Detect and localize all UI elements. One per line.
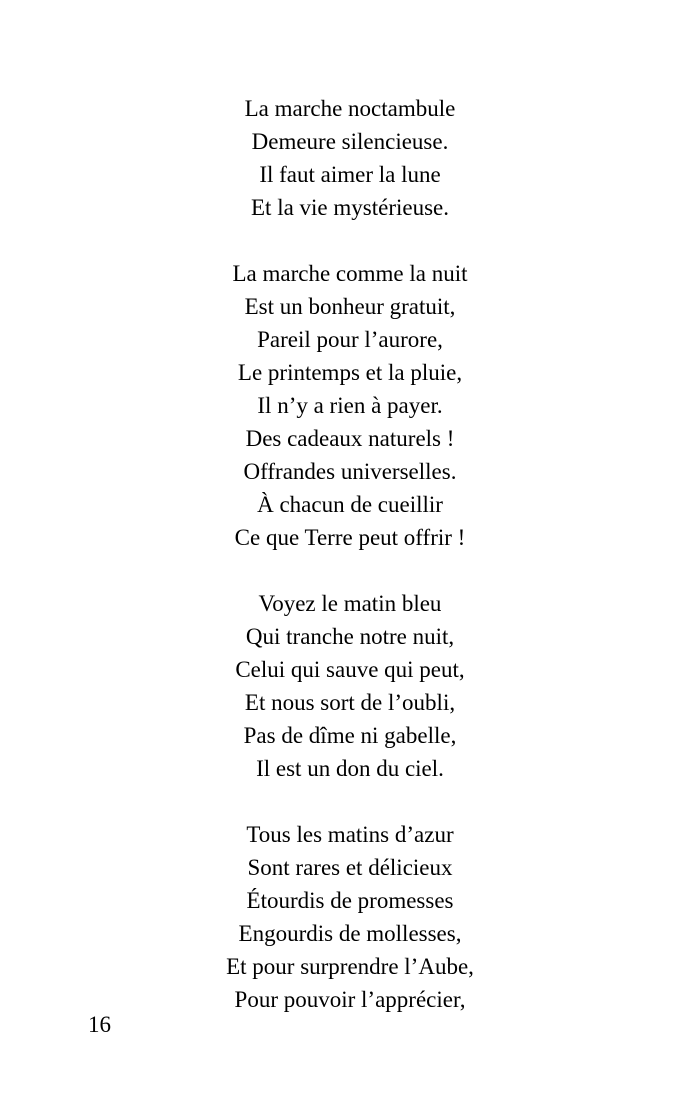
stanza — [0, 587, 700, 785]
poem-line: Voyez le matin bleu — [258, 591, 442, 616]
poem-line: Demeure silencieuse. — [251, 129, 449, 154]
poem-line: Tous les matins d’azur — [246, 822, 454, 847]
poem — [0, 92, 700, 1049]
poem-line: Ce que Terre peut offrir ! — [234, 525, 466, 550]
poem-line: Sont rares et délicieux — [247, 855, 453, 880]
poem-line: Pareil pour l’aurore, — [257, 327, 443, 352]
poem-line: Engourdis de mollesses, — [238, 921, 462, 946]
stanza — [0, 92, 700, 224]
poem-line: Étourdis de promesses — [246, 888, 454, 913]
poem-line: Des cadeaux naturels ! — [245, 426, 455, 451]
poem-line: Qui tranche notre nuit, — [245, 624, 455, 649]
poem-line: Et la vie mystérieuse. — [251, 195, 449, 220]
poem-line: La marche comme la nuit — [232, 261, 468, 286]
poem-line: Et nous sort de l’oubli, — [244, 690, 456, 715]
poem-line: Pour pouvoir l’apprécier, — [234, 987, 466, 1012]
poem-line: Il est un don du ciel. — [256, 756, 444, 781]
stanza — [0, 257, 700, 554]
poem-line: Il faut aimer la lune — [259, 162, 441, 187]
poem-line: Il n’y a rien à payer. — [257, 393, 443, 418]
poem-line: Et pour surprendre l’Aube, — [226, 954, 474, 979]
stanza — [0, 818, 700, 1016]
poem-line: Pas de dîme ni gabelle, — [243, 723, 457, 748]
poem-line: Le printemps et la pluie, — [237, 360, 463, 385]
page-number: 16 — [88, 1012, 111, 1037]
poem-line: Est un bonheur gratuit, — [244, 294, 456, 319]
poem-line: La marche noctambule — [244, 96, 456, 121]
poem-line: À chacun de cueillir — [257, 492, 443, 517]
poem-line: Celui qui sauve qui peut, — [235, 657, 465, 682]
poem-line: Offrandes universelles. — [243, 459, 457, 484]
